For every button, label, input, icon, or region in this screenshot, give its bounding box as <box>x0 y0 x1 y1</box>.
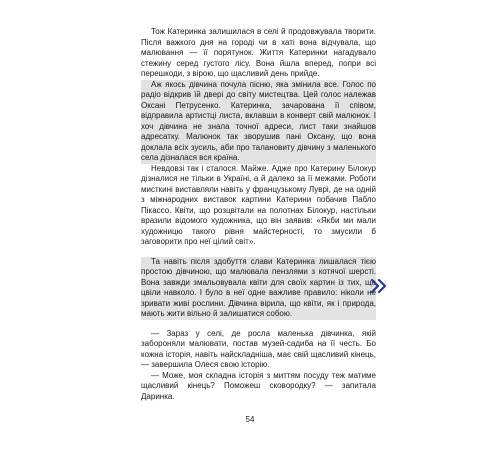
paragraph-4: Та навіть після здобуття слави Катеринка лишалася тією простою дівчиною, що малювала пензлями з котячої шерсті. Вона завжди змальовувала квіти для своїх картин із тих, що цвіли навколо. І було в неї одне важливе правило: ніколи не зривати живі рослини. Дівчина вірила, що квіти, як і природа, мають жити вільно й залишатися собою. <box>141 256 376 318</box>
next-page-button[interactable] <box>369 278 389 294</box>
paragraph-spacer <box>141 248 376 257</box>
story-text <box>141 27 376 402</box>
paragraph-6: — Може, моя складна історія з миттям посуду теж матиме щасливий кінець? Поможеш сковородку? — запитала Даринка. <box>141 370 376 401</box>
paragraph-5: — Зараз у селі, де росла маленька дівчинка, якій забороняли малювати, постав музей-садиба на її честь. Бо кожна історія, навіть найскладніша, має свій щасливий кінець, — завершила Олеся свою історію. <box>141 328 376 369</box>
page-number: 54 <box>245 415 255 424</box>
double-chevron-right-icon <box>369 278 389 294</box>
paragraph-2: Аж якось дівчина почула пісню, яка змінила все. Голос по радіо відкрив їй двері до світу мистецтва. Цей голос належав Оксані Петрусенко. Катеринка, зачарована її співом, відправила артистці листа, вклавши в конверт свій малюнок. І хоч дівчина не знала точної адреси, лист таки знайшов адресатку. Малюнок так зворушив пані Оксану, що вона доклала всіх зусиль, аби про талановиту дівчину з маленького села дізналася вся країна. <box>141 79 376 162</box>
paragraph-3: Невдовзі так і сталося. Майже. Адже про Катерину Білокур дізналися не тільки в Україні, а й далеко за її межами. Роботи мисткині виставляли навіть у французькому Луврі, де на одній з міжнародних виставок картини Катерини побачив Пабло Пікассо. Квіти, що розцвітали на полотнах Білокур, настільки вразили відомого художника, що він заявив: «Якби ми мали художницю такого рівня майстерності, то змусили б заговорити про неї цілий світ». <box>141 163 376 246</box>
paragraph-1: Тож Катеринка залишилася в селі й продовжувала творити. Після важкого дня на городі чи в хаті вона відчувала, що малювання — її порятунок. Життя Катеринки нагадувало стежину серед густого лісу. Вона йшла вперед, попри всі перешкоди, з вірою, що щасливий день прийде. <box>141 27 376 78</box>
paragraph-spacer <box>141 320 376 329</box>
